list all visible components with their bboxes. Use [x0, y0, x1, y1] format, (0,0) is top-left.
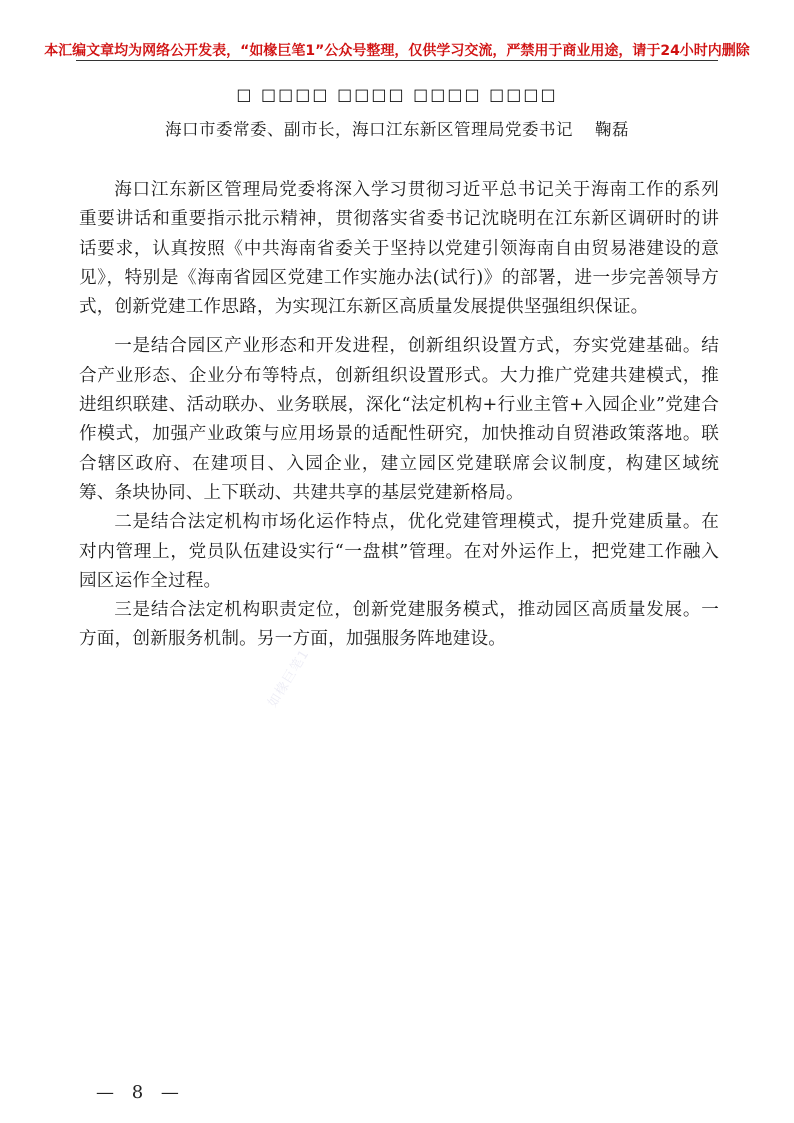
author-name: 鞠磊 [595, 120, 629, 139]
article-headline: □ □□□□ □□□□ □□□□ □□□□ [236, 85, 558, 104]
copyright-notice: 本汇编文章均为网络公开发表，“如椽巨笔1”公众号整理，仅供学习交流，严禁用于商业用途，请于24小时内删除 [44, 43, 750, 59]
byline [0, 116, 794, 140]
page-number: — 8 — [96, 1082, 185, 1103]
intro-paragraph: 海口江东新区管理局党委将深入学习贯彻习近平总书记关于海南工作的系列重要讲话和重要指示批示精神，贯彻落实省委书记沈晓明在江东新区调研时的讲话要求，认真按照《中共海南省委关于坚持以党建引领海南自由贸易港建设的意见》，特别是《海南省园区党建工作实施办法(试行)》的部署，进一步完善领导方式，创新党建工作思路，为实现江东新区高质量发展提供坚强组织保证。 [79, 180, 719, 318]
article-body [79, 176, 719, 655]
header-rule [76, 60, 718, 61]
author-position: 海口市委常委、副市长，海口江东新区管理局党委书记 [165, 120, 573, 139]
watermark: 如椽巨笔1 [265, 646, 313, 711]
body-paragraph: 三是结合法定机构职责定位，创新党建服务模式，推动园区高质量发展。一方面，创新服务机制。另一方面，加强服务阵地建设。 [79, 600, 719, 650]
body-paragraph: 二是结合法定机构市场化运作特点，优化党建管理模式，提升党建质量。在对内管理上，党员队伍建设实行“一盘棋”管理。在对外运作上，把党建工作融入园区运作全过程。 [79, 512, 719, 591]
body-paragraph: 一是结合园区产业形态和开发进程，创新组织设置方式，夯实党建基础。结合产业形态、企业分布等特点，创新组织设置形式。大力推广党建共建模式，推进组织联建、活动联办、业务联展，深化“法定机构+行业主管+入园企业”党建合作模式，加强产业政策与应用场景的适配性研究，加快推动自贸港政策落地。联合辖区政府、在建项目、入园企业，建立园区党建联席会议制度，构建区域统筹、条块协同、上下联动、共建共享的基层党建新格局。 [79, 336, 719, 503]
